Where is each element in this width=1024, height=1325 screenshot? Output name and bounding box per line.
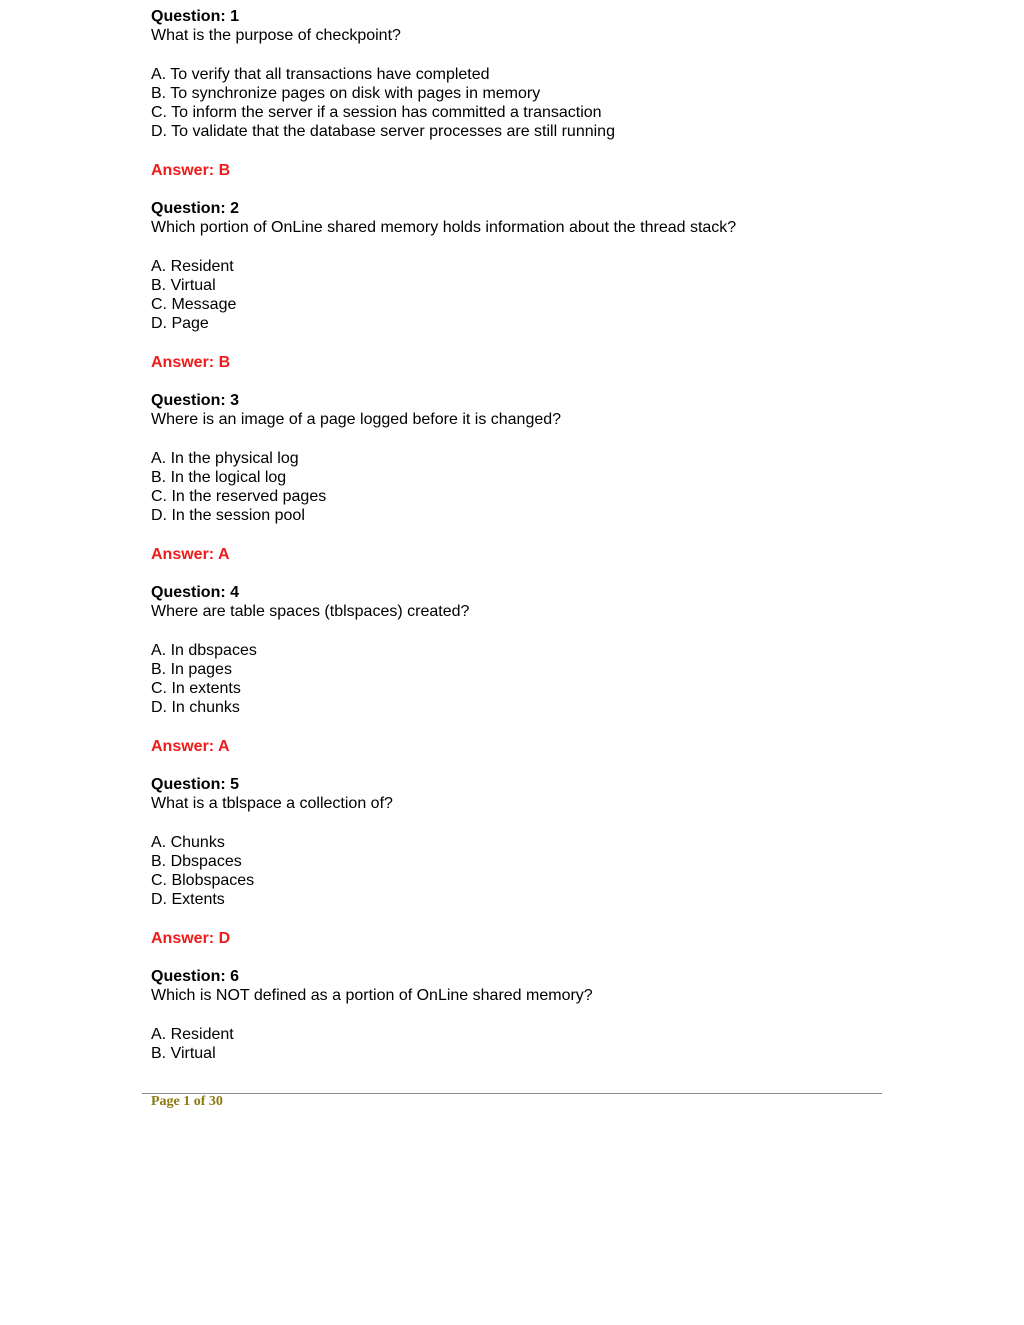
option-d: D. In the session pool [151, 507, 305, 525]
question-number: Question: 3 [151, 391, 240, 409]
question-text: What is a tblspace a collection of? [151, 795, 393, 813]
option-c: C. In extents [151, 679, 241, 697]
option-b: B. In pages [151, 660, 232, 678]
question-text: Which portion of OnLine shared memory holds information about the thread stack? [151, 219, 737, 237]
option-d: D. To validate that the database server processes are still running [151, 123, 615, 141]
answer-label: Answer: B [151, 353, 231, 371]
option-b: B. Virtual [151, 1044, 216, 1062]
option-d: D. Extents [151, 891, 225, 909]
option-a: A. In dbspaces [151, 641, 257, 659]
question-block-6 [151, 967, 871, 1063]
option-a: A. Resident [151, 257, 234, 275]
answer-label: Answer: B [151, 161, 231, 179]
page-number-label: Page 1 of 30 [151, 1094, 223, 1109]
question-number: Question: 2 [151, 199, 240, 217]
option-list [151, 65, 871, 142]
option-c: C. Message [151, 295, 237, 313]
question-text: Where are table spaces (tblspaces) created? [151, 603, 470, 621]
option-c: C. Blobspaces [151, 871, 255, 889]
option-c: C. To inform the server if a session has committed a transaction [151, 104, 602, 121]
option-a: A. To verify that all transactions have completed [151, 65, 490, 83]
answer-label: Answer: A [151, 737, 230, 755]
option-c: C. In the reserved pages [151, 487, 327, 505]
question-number: Question: 1 [151, 8, 240, 25]
option-list [151, 449, 871, 526]
question-text: What is the purpose of checkpoint? [151, 27, 401, 45]
option-list [151, 1025, 871, 1063]
footer-divider [142, 1093, 882, 1094]
question-block-4 [151, 583, 871, 756]
question-number: Question: 4 [151, 583, 240, 601]
option-list [151, 833, 871, 910]
option-d: D. In chunks [151, 699, 240, 717]
question-text: Where is an image of a page logged before it is changed? [151, 411, 562, 429]
question-block-2 [151, 199, 871, 372]
question-block-3 [151, 391, 871, 564]
document-body [151, 7, 871, 1082]
question-block-5 [151, 775, 871, 948]
option-a: A. Resident [151, 1025, 234, 1043]
question-number: Question: 5 [151, 775, 240, 793]
option-a: A. In the physical log [151, 449, 299, 467]
answer-label: Answer: D [151, 929, 231, 947]
question-text: Which is NOT defined as a portion of OnLine shared memory? [151, 987, 593, 1005]
option-list [151, 641, 871, 718]
option-a: A. Chunks [151, 833, 225, 851]
option-b: B. To synchronize pages on disk with pages in memory [151, 84, 541, 102]
question-number: Question: 6 [151, 967, 240, 985]
option-b: B. Dbspaces [151, 852, 242, 870]
answer-label: Answer: A [151, 545, 230, 563]
question-block-1 [151, 7, 871, 180]
option-d: D. Page [151, 315, 209, 333]
option-b: B. In the logical log [151, 468, 287, 486]
option-list [151, 257, 871, 334]
option-b: B. Virtual [151, 276, 216, 294]
